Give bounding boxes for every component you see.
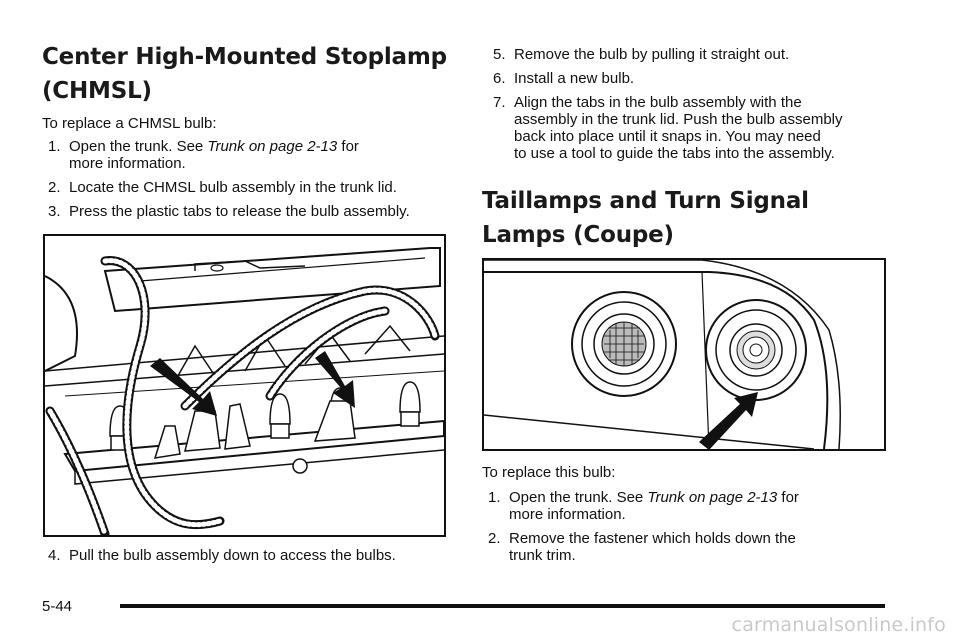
step-4: 4. Pull the bulb assembly down to access the bulbs. bbox=[48, 547, 396, 564]
step-taillamp-2: 2. Remove the fastener which holds down the trunk trim. bbox=[488, 530, 796, 564]
step-taillamp-1: 1. Open the trunk. See Trunk on page 2-13 for more information. bbox=[488, 489, 799, 523]
section-title-line1: Taillamps and Turn Signal bbox=[482, 188, 809, 214]
steps-list-chmsl bbox=[42, 138, 452, 220]
step-1: 1. Open the trunk. See Trunk on page 2-13 for more information. bbox=[48, 138, 359, 172]
section-title-chmsl bbox=[42, 40, 462, 108]
steps-list-chmsl-continued bbox=[487, 46, 897, 162]
taillamp-bulb-illustration bbox=[482, 258, 886, 451]
section-title-line2: (CHMSL) bbox=[42, 78, 152, 104]
step-6: 6. Install a new bulb. bbox=[493, 70, 635, 87]
step-7: 7. Align the tabs in the bulb assembly with the assembly in the trunk lid. Push the bulb assembly back into place until it snaps in. You may need to use a tool to guide the tabs into the assembly. bbox=[493, 94, 843, 162]
trunk-reference-link[interactable]: Trunk on page 2-13 bbox=[207, 138, 338, 155]
step-3: 3. Press the plastic tabs to release the bulb assembly. bbox=[48, 203, 410, 220]
step-5: 5. Remove the bulb by pulling it straight out. bbox=[493, 46, 790, 63]
step-4-list bbox=[42, 547, 462, 564]
step-2: 2. Locate the CHMSL bulb assembly in the trunk lid. bbox=[48, 179, 397, 196]
trunk-reference-link[interactable]: Trunk on page 2-13 bbox=[647, 489, 778, 506]
section-title-line1: Center High-Mounted Stoplamp bbox=[42, 44, 447, 70]
footer-rule bbox=[120, 604, 885, 608]
watermark: carmanualsonline.info bbox=[731, 614, 946, 636]
chmsl-assembly-illustration bbox=[43, 234, 446, 537]
steps-list-taillamp bbox=[482, 489, 902, 564]
intro-text: To replace a CHMSL bulb: bbox=[42, 115, 217, 132]
page-number: 5-44 bbox=[42, 598, 73, 615]
section-title-line2: Lamps (Coupe) bbox=[482, 222, 674, 248]
section-title-taillamps bbox=[482, 184, 902, 252]
intro-text-taillamp: To replace this bulb: bbox=[482, 464, 616, 481]
